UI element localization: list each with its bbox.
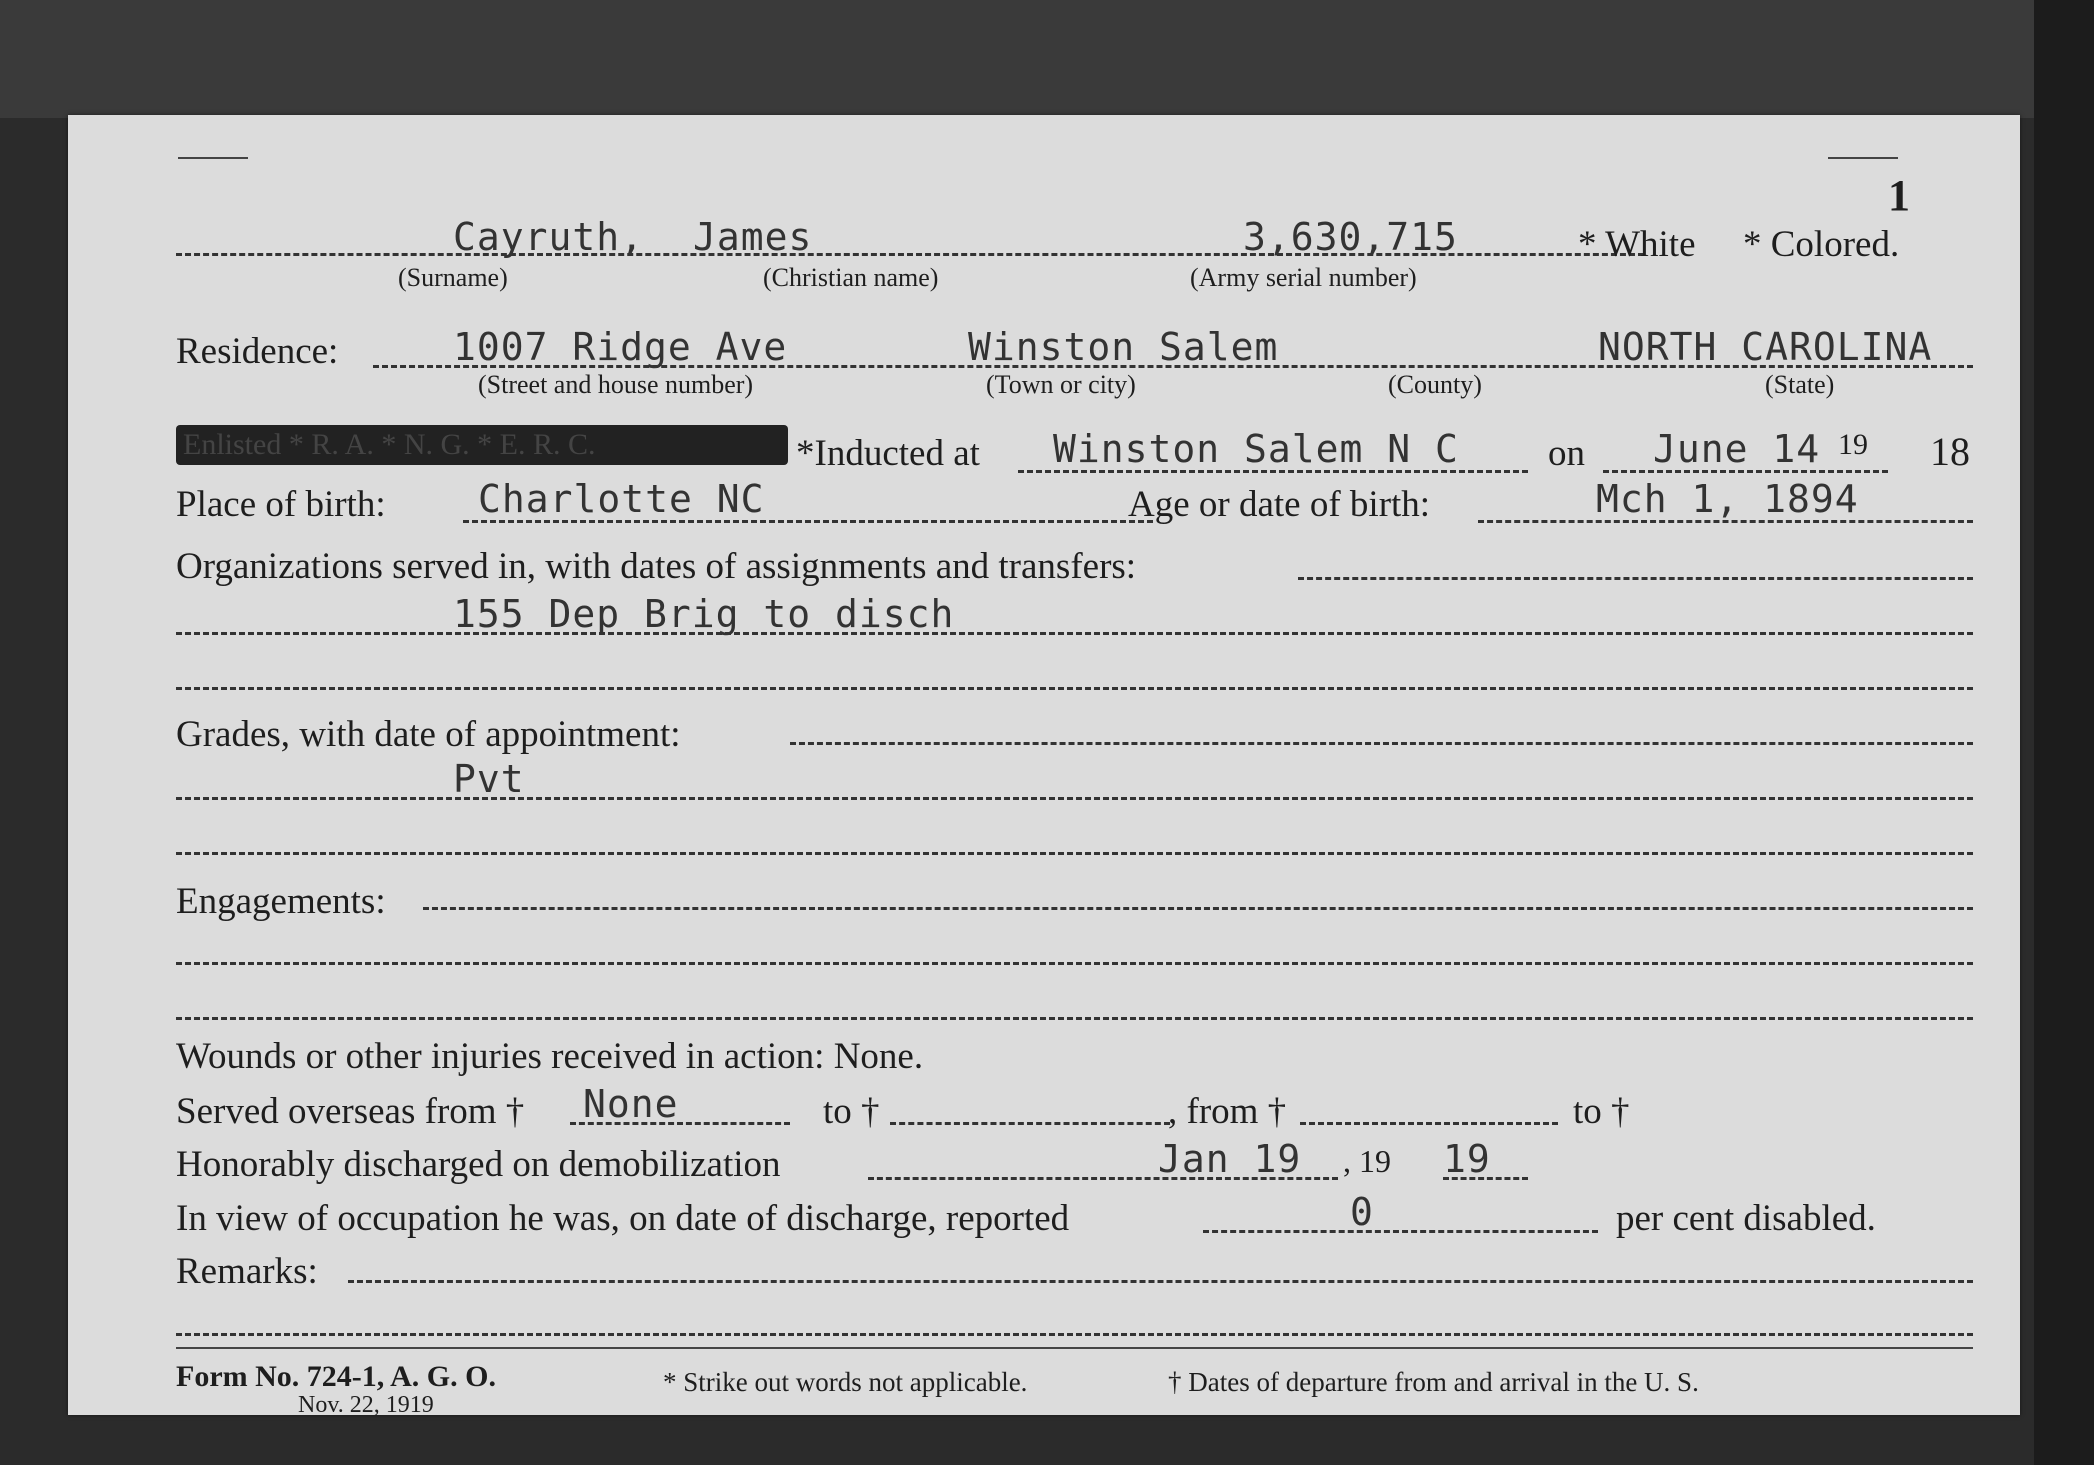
wounds-label: Wounds or other injuries received in action: None. bbox=[176, 1036, 924, 1077]
discharge-year-suffix: 19 bbox=[1443, 1137, 1491, 1181]
top-rule-left bbox=[178, 157, 248, 159]
inducted-place: Winston Salem N C bbox=[1053, 427, 1459, 471]
disability-value: 0 bbox=[1350, 1190, 1374, 1234]
struck-enlistment-text: Enlisted * R. A. * N. G. * E. R. C. bbox=[183, 428, 596, 461]
form-number: Form No. 724-1, A. G. O. bbox=[176, 1360, 496, 1393]
overseas-from-label-2: , from † bbox=[1168, 1091, 1287, 1132]
organizations-line-2 bbox=[176, 632, 1973, 635]
race-colored: * Colored. bbox=[1743, 224, 1900, 265]
inducted-on-label: on bbox=[1548, 433, 1585, 474]
street-caption: (Street and house number) bbox=[478, 370, 754, 399]
christian-name-caption: (Christian name) bbox=[763, 263, 939, 292]
engagements-line-1 bbox=[423, 907, 1973, 910]
overseas-to-label-2: to † bbox=[1573, 1091, 1630, 1132]
footer-rule bbox=[176, 1347, 1973, 1349]
grades-line-3 bbox=[176, 852, 1973, 855]
card-number: 1 bbox=[1888, 171, 1910, 220]
grades-value: Pvt bbox=[453, 757, 525, 801]
surname-caption: (Surname) bbox=[398, 263, 508, 292]
christian-name-value: James bbox=[693, 215, 813, 259]
discharge-year-line bbox=[1443, 1177, 1528, 1180]
engagements-label: Engagements: bbox=[176, 881, 386, 922]
inducted-date: June 14 bbox=[1653, 427, 1821, 471]
grades-line-1 bbox=[790, 742, 1973, 745]
residence-label: Residence: bbox=[176, 331, 339, 372]
residence-street: 1007 Ridge Ave bbox=[453, 325, 788, 369]
discharge-label: Honorably discharged on demobilization bbox=[176, 1144, 781, 1185]
county-caption: (County) bbox=[1388, 370, 1482, 399]
organizations-line-3 bbox=[176, 687, 1973, 690]
disability-suffix: per cent disabled. bbox=[1616, 1198, 1876, 1239]
discharge-year-prefix: , 19 bbox=[1343, 1143, 1391, 1179]
organizations-label: Organizations served in, with dates of assignments and transfers: bbox=[176, 546, 1137, 587]
remarks-line-2 bbox=[176, 1333, 1973, 1336]
remarks-line-1 bbox=[348, 1280, 1973, 1283]
engagements-line-2 bbox=[176, 962, 1973, 965]
state-caption: (State) bbox=[1765, 370, 1835, 399]
birth-date-label: Age or date of birth: bbox=[1128, 484, 1431, 525]
race-white: * White bbox=[1578, 224, 1696, 265]
discharge-date-value: Jan 19 bbox=[1158, 1137, 1302, 1181]
overseas-from-value: None bbox=[583, 1082, 679, 1126]
serial-number-caption: (Army serial number) bbox=[1190, 263, 1417, 292]
grades-label: Grades, with date of appointment: bbox=[176, 714, 681, 755]
birth-date-value: Mch 1, 1894 bbox=[1596, 477, 1859, 521]
organizations-line-1 bbox=[1298, 577, 1973, 580]
surname-value: Cayruth, bbox=[453, 215, 645, 259]
grades-line-2 bbox=[176, 797, 1973, 800]
scan-background-top bbox=[0, 0, 2094, 118]
disability-label: In view of occupation he was, on date of discharge, reported bbox=[176, 1198, 1070, 1239]
disability-line bbox=[1203, 1230, 1598, 1233]
remarks-label: Remarks: bbox=[176, 1251, 318, 1292]
overseas-to-line-1 bbox=[890, 1122, 1170, 1125]
residence-state: NORTH CAROLINA bbox=[1598, 325, 1933, 369]
inducted-year-suffix: 18 bbox=[1930, 429, 1970, 474]
service-record-card bbox=[68, 115, 2020, 1418]
inducted-year-prefix: 19 bbox=[1838, 428, 1868, 461]
birth-place-value: Charlotte NC bbox=[478, 477, 765, 521]
residence-town: Winston Salem bbox=[968, 325, 1279, 369]
serial-number-value: 3,630,715 bbox=[1243, 215, 1458, 259]
inducted-label: *Inducted at bbox=[796, 433, 980, 474]
overseas-to-label-1: to † bbox=[823, 1091, 880, 1132]
footnote-dates: † Dates of departure from and arrival in the U. S. bbox=[1168, 1367, 1699, 1397]
town-caption: (Town or city) bbox=[986, 370, 1136, 399]
overseas-from-line-2 bbox=[1300, 1122, 1558, 1125]
organizations-value: 155 Dep Brig to disch bbox=[453, 592, 955, 636]
top-rule-right bbox=[1828, 157, 1898, 159]
overseas-label: Served overseas from † bbox=[176, 1091, 525, 1132]
engagements-line-3 bbox=[176, 1017, 1973, 1020]
scan-background-edge bbox=[2034, 0, 2094, 1465]
form-date: Nov. 22, 1919 bbox=[298, 1392, 434, 1418]
birth-place-label: Place of birth: bbox=[176, 484, 386, 525]
footnote-strike-out: * Strike out words not applicable. bbox=[663, 1367, 1028, 1397]
